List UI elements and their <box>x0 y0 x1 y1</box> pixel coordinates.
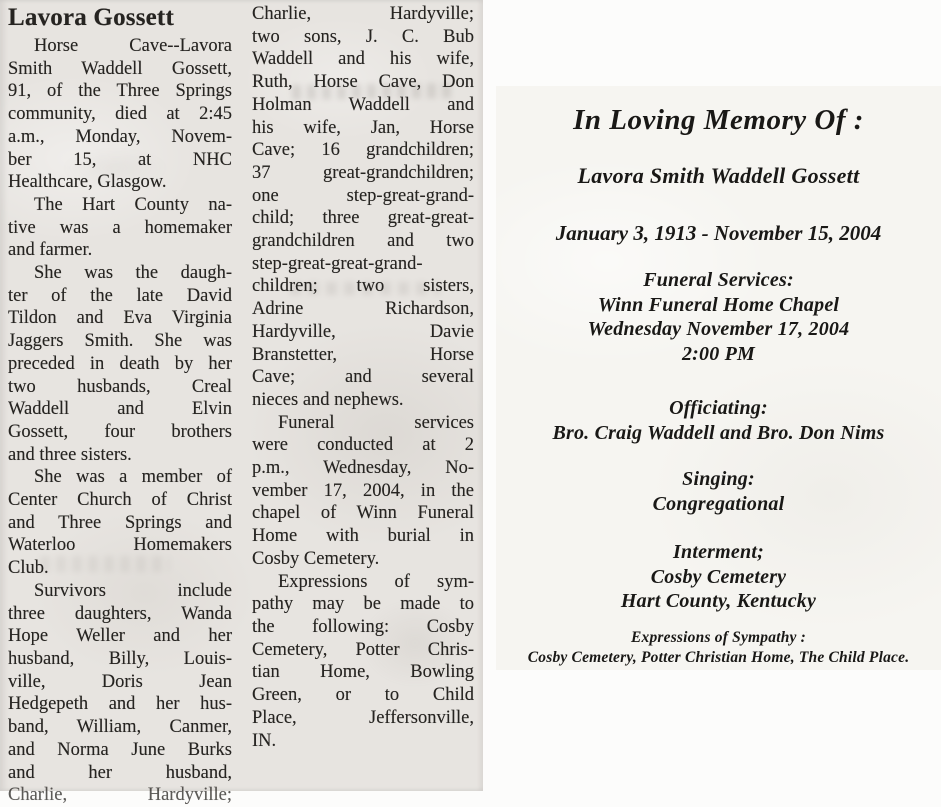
card-section <box>496 540 941 614</box>
birth-death-dates: January 3, 1913 - November 15, 2004 <box>555 221 882 245</box>
obituary-text-line: ville, Doris Jean <box>8 671 232 692</box>
obituary-text-line: vember 17, 2004, in the <box>252 480 474 501</box>
obituary-text-line: ter of the late David <box>8 285 232 306</box>
obituary-text-line: Charlie, Hardyville; <box>8 785 232 806</box>
obituary-text-line: Ruth, Horse Cave, Don <box>252 72 474 93</box>
obituary-text-line: his wife, Jan, Horse <box>252 117 474 138</box>
obituary-text-line: nieces and nephews. <box>252 389 404 410</box>
obituary-text-line: Tildon and Eva Virginia <box>8 308 232 329</box>
card-text-line: Cosby Cemetery <box>650 565 787 588</box>
obituary-text-line: pathy may be made to <box>252 594 474 615</box>
obituary-text-line: She was the daugh- <box>34 263 232 284</box>
obituary-text-line: grandchildren and two <box>252 231 474 252</box>
obituary-text-line: child; three great-great- <box>252 208 474 229</box>
obituary-text-line: Green, or to Child <box>252 685 474 706</box>
obituary-text-line: community, died at 2:45 <box>8 104 232 125</box>
deceased-name: Lavora Smith Waddell Gossett <box>577 163 860 188</box>
obituary-text-line: and her husband, <box>8 762 232 783</box>
obituary-text-line: The Hart County na- <box>34 194 232 215</box>
obituary-text-line: step-great-great-grand- <box>252 253 423 274</box>
card-section <box>496 467 941 516</box>
obituary-text-line: Waddell and his wife, <box>252 49 474 70</box>
card-text-line: Bro. Craig Waddell and Bro. Don Nims <box>552 421 885 444</box>
obituary-column-1 <box>8 0 232 806</box>
memorial-card <box>496 86 941 670</box>
obituary-text-line: two husbands, Creal <box>8 376 232 397</box>
card-text-line: Singing: <box>682 468 755 490</box>
obituary-text-line: band, William, Canmer, <box>8 717 232 738</box>
obituary-text-line: Cosby Cemetery. <box>252 548 380 569</box>
obituary-text-line: 91, of the Three Springs <box>8 81 232 102</box>
obituary-text-line: Healthcare, Glasgow. <box>8 172 167 193</box>
obituary-text-line: ber 15, at NHC <box>8 149 232 170</box>
obituary-text-line: Survivors include <box>34 580 232 601</box>
obituary-text-line: 37 great-grandchildren; <box>252 162 474 183</box>
obituary-text-line: Cemetery, Potter Chris- <box>252 639 474 660</box>
obituary-text-line: Expressions of sym- <box>278 571 474 592</box>
obituary-text-line: husband, Billy, Louis- <box>8 648 232 669</box>
obituary-text-line: Horse Cave--Lavora <box>34 36 232 56</box>
obituary-text-line: children; two sisters, <box>252 276 474 297</box>
memorial-card-sections <box>496 268 941 668</box>
memorial-card-title: In Loving Memory Of : <box>573 104 864 136</box>
obituary-text-line: and three sisters. <box>8 444 132 465</box>
obituary-text-line: Home with burial in <box>252 526 474 547</box>
obituary-text-line: and Three Springs and <box>8 512 232 533</box>
obituary-column-2 <box>252 0 474 752</box>
obituary-headline: Lavora Gossett <box>8 4 174 31</box>
obituary-text-line: chapel of Winn Funeral <box>252 503 474 524</box>
obituary-text-line: and farmer. <box>8 240 93 261</box>
card-text-line: Hart County, Kentucky <box>620 590 817 612</box>
card-text-line: Winn Funeral Home Chapel <box>597 293 840 316</box>
obituary-text-line: three daughters, Wanda <box>8 603 232 624</box>
obituary-column-2-lines <box>252 3 474 752</box>
obituary-column-1-lines <box>8 35 232 806</box>
obituary-text-line: Cave; 16 grandchildren; <box>252 140 474 161</box>
obituary-text-line: Smith Waddell Gossett, <box>8 58 232 79</box>
obituary-text-line: a.m., Monday, Novem- <box>8 126 232 147</box>
obituary-text-line: Waddell and Elvin <box>8 399 232 420</box>
obituary-text-line: the following: Cosby <box>252 616 474 637</box>
obituary-text-line: Hedgepeth and her hus- <box>8 694 232 715</box>
obituary-text-line: tive was a homemaker <box>8 217 232 238</box>
obituary-text-line: Waterloo Homemakers <box>8 535 232 556</box>
obituary-text-line: Cave; and several <box>252 367 474 388</box>
obituary-text-line: Hope Weller and her <box>8 626 232 647</box>
obituary-text-line: Charlie, Hardyville; <box>252 4 474 24</box>
obituary-text-line: Jaggers Smith. She was <box>8 331 232 352</box>
obituary-text-line: were conducted at 2 <box>252 435 474 456</box>
obituary-text-line: one step-great-grand- <box>252 185 474 206</box>
card-text-line: Cosby Cemetery, Potter Christian Home, The Child Place. <box>527 648 910 666</box>
card-text-line: Interment; <box>673 541 764 563</box>
obituary-text-line: Center Church of Christ <box>8 490 232 511</box>
obituary-text-line: She was a member of <box>34 467 232 488</box>
obituary-text-line: and Norma June Burks <box>8 739 232 760</box>
card-text-line: Congregational <box>652 492 785 515</box>
obituary-text-line: Funeral services <box>278 412 474 433</box>
card-text-line: Wednesday November 17, 2004 <box>587 318 850 340</box>
obituary-text-line: Gossett, four brothers <box>8 421 232 442</box>
card-section <box>496 396 941 445</box>
card-section <box>496 268 941 366</box>
card-text-line: Expressions of Sympathy : <box>630 628 807 646</box>
obituary-text-line: Branstetter, Horse <box>252 344 474 365</box>
obituary-text-line: p.m., Wednesday, No- <box>252 458 474 479</box>
obituary-text-line: tian Home, Bowling <box>252 662 474 683</box>
card-section <box>496 628 941 668</box>
obituary-text-line: Adrine Richardson, <box>252 299 474 320</box>
obituary-text-line: Place, Jeffersonville, <box>252 707 474 728</box>
card-text-line: Funeral Services: <box>643 269 794 291</box>
card-text-line: Officiating: <box>669 397 768 419</box>
obituary-text-line: Holman Waddell and <box>252 94 474 115</box>
obituary-text-line: preceded in death by her <box>8 353 232 374</box>
obituary-text-line: Hardyville, Davie <box>252 321 474 342</box>
obituary-text-line: Club. <box>8 558 49 579</box>
card-text-line: 2:00 PM <box>681 342 756 365</box>
obituary-text-line: IN. <box>252 730 277 751</box>
obituary-text-line: two sons, J. C. Bub <box>252 26 474 47</box>
